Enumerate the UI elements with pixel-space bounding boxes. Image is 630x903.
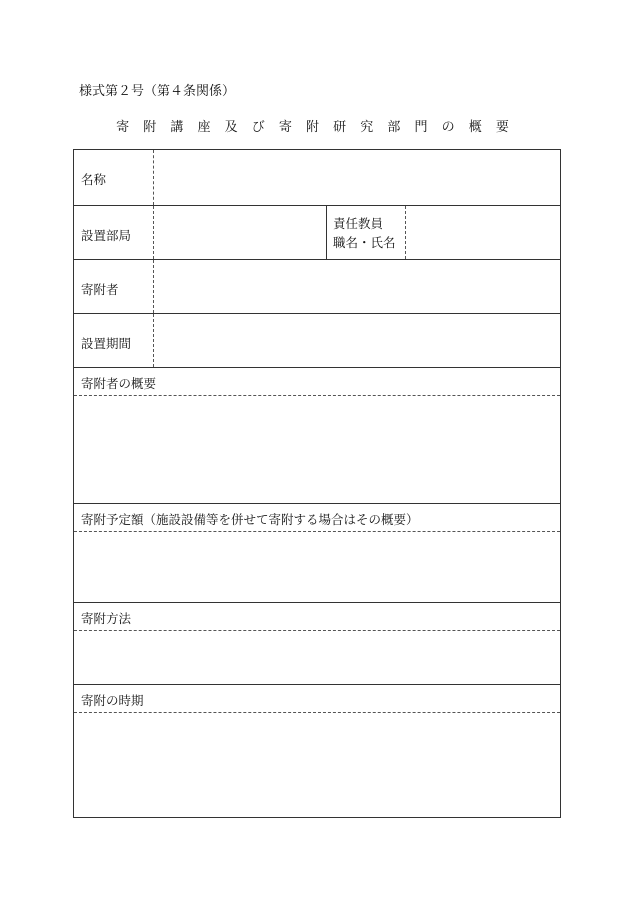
form-table [73, 149, 561, 818]
donor-overview-separator [74, 395, 560, 396]
responsible-divider [326, 206, 327, 259]
method-row [74, 602, 560, 684]
donor-overview-label: 寄附者の概要 [81, 376, 157, 391]
responsible-value-divider [405, 206, 406, 259]
donor-row [74, 259, 560, 313]
form-number: 様式第２号（第４条関係） [79, 84, 236, 99]
period-row [74, 313, 560, 367]
department-divider [153, 206, 154, 259]
department-label: 設置部局 [81, 228, 132, 243]
responsible-label [333, 214, 396, 252]
name-label: 名称 [81, 172, 107, 187]
responsible-label-line2: 職名・氏名 [333, 235, 396, 250]
name-divider [153, 150, 154, 205]
timing-separator [74, 712, 560, 713]
document-title: 寄 附 講 座 及 び 寄 附 研 究 部 門 の 概 要 [116, 120, 514, 135]
timing-row [74, 684, 560, 817]
period-divider [153, 314, 154, 367]
amount-row [74, 503, 560, 602]
period-label: 設置期間 [81, 336, 132, 351]
amount-label: 寄附予定額（施設設備等を併せて寄附する場合はその概要） [81, 512, 419, 527]
method-label: 寄附方法 [81, 611, 132, 626]
department-row [74, 205, 560, 259]
responsible-label-line1: 責任教員 [333, 216, 384, 231]
donor-overview-row [74, 367, 560, 503]
donor-divider [153, 260, 154, 313]
donor-label: 寄附者 [81, 282, 119, 297]
name-row [74, 150, 560, 205]
method-separator [74, 630, 560, 631]
amount-separator [74, 531, 560, 532]
timing-label: 寄附の時期 [81, 693, 144, 708]
